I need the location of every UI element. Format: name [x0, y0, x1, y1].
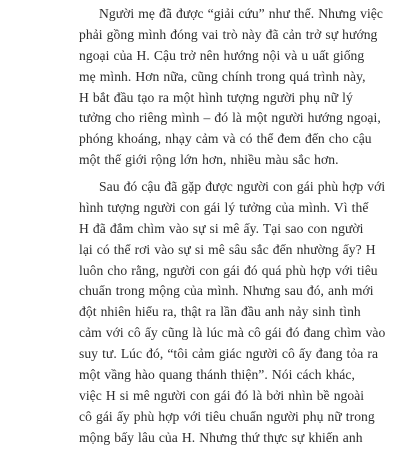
text-line: luôn cho rằng, người con gái đó quá phù hợp với tiêu [79, 262, 378, 278]
text-line: tưởng cho riêng mình – đó là một người hướng ngoại, [79, 110, 381, 126]
paragraph-2 [0, 177, 400, 449]
text-line: cảm với cô ấy cũng là lúc mà cô gái đó đang chìm vào [79, 325, 386, 341]
text-line: phải gồng mình đóng vai trò này đã cản trở sự hướng [79, 26, 378, 42]
text-line: việc H si mê người con gái đó là bởi nhìn bề ngoài [79, 387, 365, 403]
text-line: lại có thể rơi vào sự si mê sâu sắc đến nhường ấy? H [79, 241, 376, 257]
text-line: hình tượng người con gái lý tưởng của mình. Vì thế [79, 199, 369, 215]
text-line: ngoại của H. Cậu trở nên hướng nội và u uất giống [79, 47, 365, 63]
text-line: một vầng hào quang thánh thiện”. Nói cách khác, [79, 367, 355, 383]
text-line: một thế giới rộng lớn hơn, nhiều màu sắc hơn. [79, 152, 339, 168]
text-line: Người mẹ đã được “giải cứu” như thế. Nhưng việc [99, 6, 383, 21]
text-line: đột nhiên hiểu ra, thật ra lần đầu anh nảy sinh tình [79, 304, 361, 320]
text-line: H bắt đầu tạo ra một hình tượng người phụ nữ lý [79, 89, 353, 105]
text-line: Sau đó cậu đã gặp được người con gái phù hợp với [99, 179, 386, 194]
text-line: H đã đắm chìm vào sự si mê ấy. Tại sao con người [79, 220, 364, 236]
text-line: mẹ mình. Hơn nữa, cũng chính trong quá trình này, [79, 68, 366, 84]
text-line: cô gái ấy phù hợp với tiêu chuẩn người phụ nữ trong [79, 408, 375, 424]
text-line: mộng bấy lâu của H. Nhưng thứ thực sự khiến anh [79, 429, 363, 445]
text-line: phóng khoáng, nhạy cảm và có thể đem đến cho cậu [79, 131, 372, 147]
text-line: chuẩn trong mộng của mình. Nhưng sau đó, anh mới [79, 283, 374, 299]
paragraph-1 [0, 4, 400, 171]
text-line: suy tư. Lúc đó, “tôi cảm giác người cô ấy đang tỏa ra [79, 346, 379, 362]
